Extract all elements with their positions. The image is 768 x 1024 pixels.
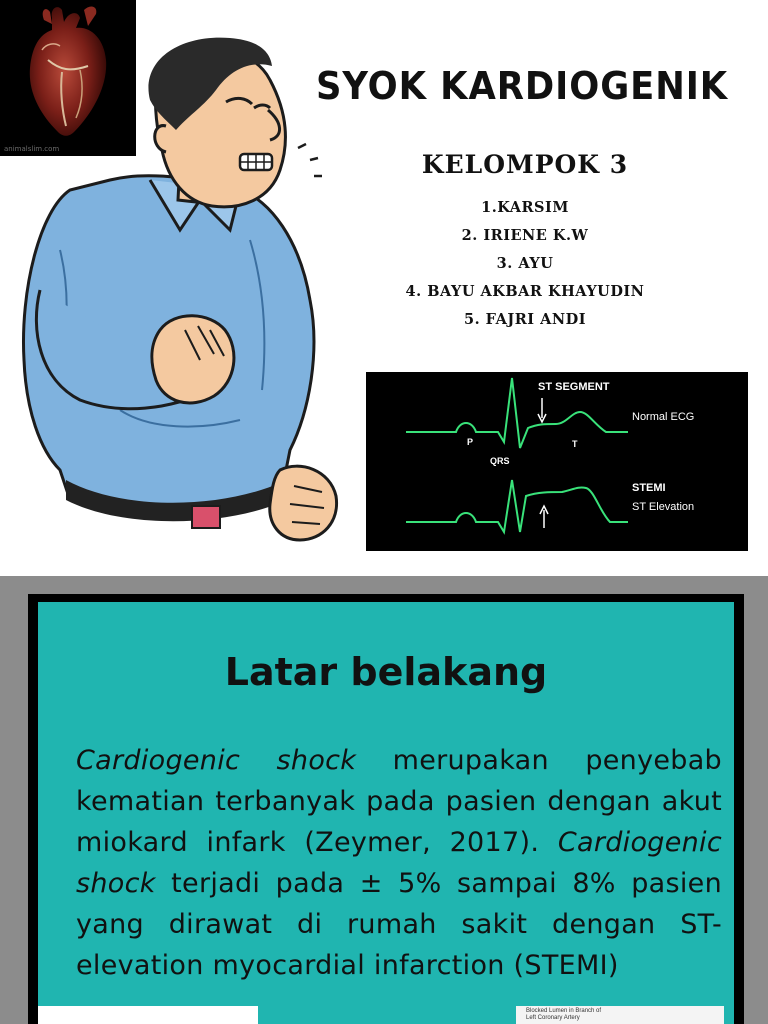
section-heading: Latar belakang: [224, 650, 548, 694]
member-item: 2. IRIENE K.W: [461, 227, 589, 244]
paragraph-text: merupakan penyebab kematian terbanyak pada pasien dengan akut miokard infark (Zeymer, 2017).: [76, 745, 722, 858]
member-item: 4. BAYU AKBAR KHAYUDIN: [405, 283, 645, 300]
slide-content-area: [38, 602, 734, 1024]
st-segment-label: ST SEGMENT: [538, 381, 610, 393]
background-slide: [0, 576, 768, 1024]
next-image-thumbnail: [38, 1006, 258, 1024]
normal-ecg-label: Normal ECG: [632, 411, 695, 423]
heart-credit: animalslim.com: [4, 145, 60, 153]
member-item: 1.KARSIM: [481, 199, 569, 216]
artery-image-thumbnail: [516, 1006, 724, 1024]
background-paragraph: [76, 740, 722, 986]
artery-caption: Blocked Lumen in Branch of Left Coronary Artery: [526, 1008, 602, 1021]
term-cardiogenic-shock: Cardiogenic shock: [76, 827, 722, 899]
stemi-label: STEMI: [632, 482, 666, 494]
member-list: [370, 194, 680, 334]
slide-frame: [28, 594, 744, 1024]
stemi-ecg-trace: [406, 480, 628, 532]
p-wave-label: P: [467, 437, 474, 447]
st-elevation-label: ST Elevation: [632, 501, 695, 513]
paragraph-text: terjadi pada ± 5% sampai 8% pasien yang dirawat di rumah sakit dengan ST-elevation myocardial infarction (STEMI): [76, 868, 722, 981]
qrs-label: QRS: [490, 456, 510, 466]
group-title: KELOMPOK 3: [421, 150, 629, 179]
t-wave-label: T: [572, 439, 578, 449]
member-item: 5. FAJRI ANDI: [464, 311, 586, 328]
slide-title: SYOK KARDIOGENIK: [316, 64, 729, 108]
chest-pain-man-illustration: [0, 30, 360, 560]
term-cardiogenic-shock: Cardiogenic shock: [76, 745, 357, 776]
member-item: 3. AYU: [496, 255, 554, 272]
ecg-diagram: [366, 372, 748, 551]
